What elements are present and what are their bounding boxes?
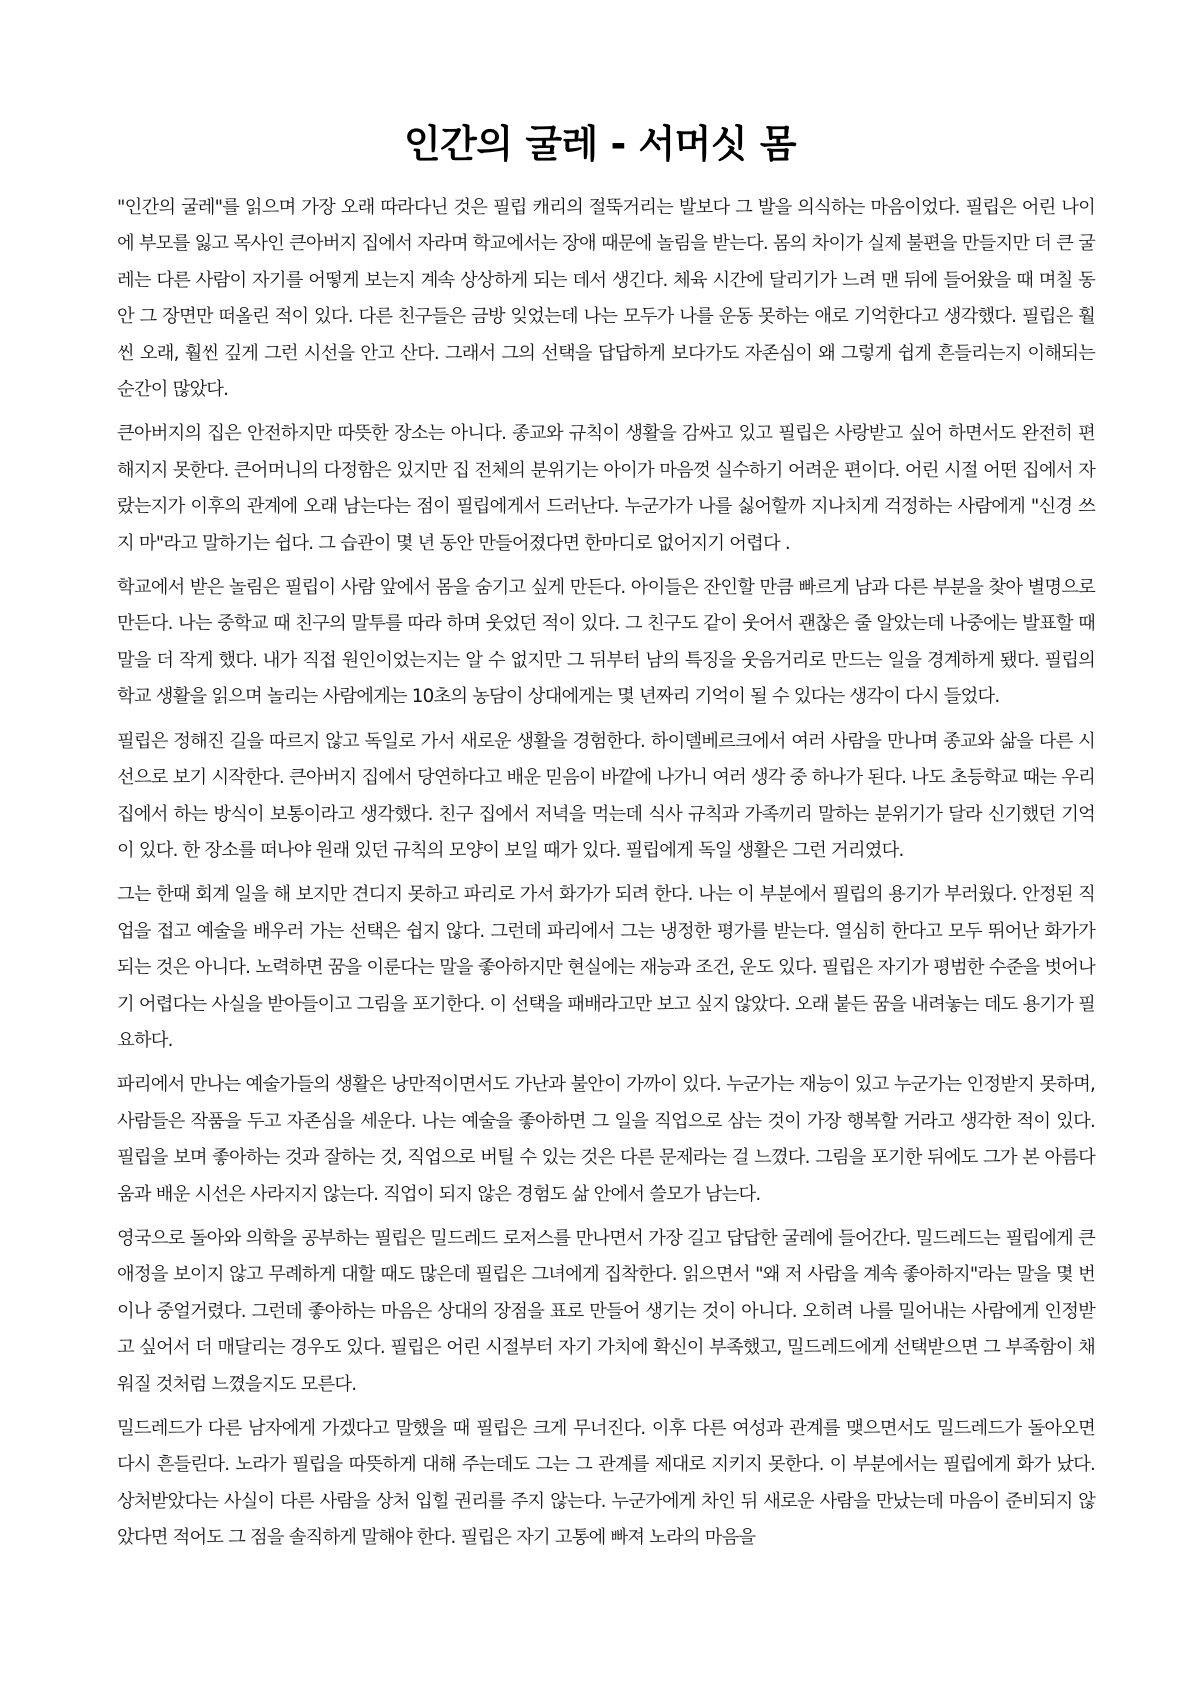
page-title: 인간의 굴레 - 서머싯 몸 [403, 122, 797, 166]
paragraph: 큰아버지의 집은 안전하지만 따뜻한 장소는 아니다. 종교와 규칙이 생활을 감싸고 있고 필립은 사랑받고 싶어 하면서도 완전히 편해지지 못한다. 큰어머니의 다정함은 있지만 집 전체의 분위기는 아이가 마음껏 실수하기 어려운 편이다. 어린 시절 어떤 집에서 자랐는지가 이후의 관계에 오래 남는다는 점이 필립에게서 드러난다. 누군가가 나를 싫어할까 지나치게 걱정하는 사람에게 "신경 쓰지 마"라고 말하기는 쉽다. 그 습관이 몇 년 동안 만들어졌다면 한마디로 없어지기 어렵다 . [117, 423, 1095, 554]
paragraph: 필립은 정해진 길을 따르지 않고 독일로 가서 새로운 생활을 경험한다. 하이델베르크에서 여러 사람을 만나며 종교와 삶을 다른 시선으로 보기 시작한다. 큰아버지 집에서 당연하다고 배운 믿음이 바깥에 나가니 여러 생각 중 하나가 된다. 나도 초등학교 때는 우리 집에서 하는 방식이 보통이라고 생각했다. 친구 집에서 저녁을 먹는데 식사 규칙과 가족끼리 말하는 분위기가 달라 신기했던 기억이 있다. 한 장소를 떠나야 원래 있던 규칙의 모양이 보일 때가 있다. 필립에게 독일 생활은 그런 거리였다. [117, 730, 1095, 861]
paragraph: 밀드레드가 다른 남자에게 가겠다고 말했을 때 필립은 크게 무너진다. 이후 다른 여성과 관계를 맺으면서도 밀드레드가 돌아오면 다시 흔들린다. 노라가 필립을 따뜻하게 대해 주는데도 그는 그 관계를 제대로 지키지 못한다. 이 부분에서는 필립에게 화가 났다. 상처받았다는 사실이 다른 사람을 상처 입힐 권리를 주지 않는다. 누군가에게 차인 뒤 새로운 사람을 만났는데 마음이 준비되지 않았다면 적어도 그 점을 솔직하게 말해야 한다. 필립은 자기 고통에 빠져 노라의 마음을 [117, 1418, 1095, 1549]
essay-body [117, 190, 1095, 1565]
paragraph: "인간의 굴레"를 읽으며 가장 오래 따라다닌 것은 필립 캐리의 절뚝거리는 발보다 그 발을 의식하는 마음이었다. 필립은 어린 나이에 부모를 잃고 목사인 큰아버지 집에서 자라며 학교에서는 장애 때문에 놀림을 받는다. 몸의 차이가 실제 불편을 만들지만 더 큰 굴레는 다른 사람이 자기를 어떻게 보는지 계속 상상하게 되는 데서 생긴다. 체육 시간에 달리기가 느려 맨 뒤에 들어왔을 때 며칠 동안 그 장면만 떠올린 적이 있다. 다른 친구들은 금방 잊었는데 나는 모두가 나를 운동 못하는 애로 기억한다고 생각했다. 필립은 훨씬 오래, 훨씬 깊게 그런 시선을 안고 산다. 그래서 그의 선택을 답답하게 보다가도 자존심이 왜 그렇게 쉽게 흔들리는지 이해되는 순간이 많았다. [117, 197, 1095, 401]
paragraph: 그는 한때 회계 일을 해 보지만 견디지 못하고 파리로 가서 화가가 되려 한다. 나는 이 부분에서 필립의 용기가 부러웠다. 안정된 직업을 접고 예술을 배우러 가는 선택은 쉽지 않다. 그런데 파리에서 그는 냉정한 평가를 받는다. 열심히 한다고 모두 뛰어난 화가가 되는 것은 아니다. 노력하면 꿈을 이룬다는 말을 좋아하지만 현실에는 재능과 조건, 운도 있다. 필립은 자기가 평범한 수준을 벗어나기 어렵다는 사실을 받아들이고 그림을 포기한다. 이 선택을 패배라고만 보고 싶지 않았다. 오래 붙든 꿈을 내려놓는 데도 용기가 필요하다. [117, 884, 1095, 1051]
paragraph: 영국으로 돌아와 의학을 공부하는 필립은 밀드레드 로저스를 만나면서 가장 길고 답답한 굴레에 들어간다. 밀드레드는 필립에게 큰 애정을 보이지 않고 무례하게 대할 때도 많은데 필립은 그녀에게 집착한다. 읽으면서 "왜 저 사람을 계속 좋아하지"라는 말을 몇 번이나 중얼거렸다. 그런데 좋아하는 마음은 상대의 장점을 표로 만들어 생기는 것이 아니다. 오히려 나를 밀어내는 사람에게 인정받고 싶어서 더 매달리는 경우도 있다. 필립은 어린 시절부터 자기 가치에 확신이 부족했고, 밀드레드에게 선택받으면 그 부족함이 채워질 것처럼 느꼈을지도 모른다. [117, 1227, 1095, 1395]
paragraph: 파리에서 만나는 예술가들의 생활은 낭만적이면서도 가난과 불안이 가까이 있다. 누군가는 재능이 있고 누군가는 인정받지 못하며, 사람들은 작품을 두고 자존심을 세운다. 나는 예술을 좋아하면 그 일을 직업으로 삼는 것이 가장 행복할 거라고 생각한 적이 있다. 필립을 보며 좋아하는 것과 잘하는 것, 직업으로 버틸 수 있는 것은 다른 문제라는 걸 느꼈다. 그림을 포기한 뒤에도 그가 본 아름다움과 배운 시선은 사라지지 않는다. 직업이 되지 않은 경험도 삶 안에서 쓸모가 남는다. [117, 1074, 1095, 1205]
paragraph: 학교에서 받은 놀림은 필립이 사람 앞에서 몸을 숨기고 싶게 만든다. 아이들은 잔인할 만큼 빠르게 남과 다른 부분을 찾아 별명으로 만든다. 나는 중학교 때 친구의 말투를 따라 하며 웃었던 적이 있다. 그 친구도 같이 웃어서 괜찮은 줄 알았는데 나중에는 발표할 때 말을 더 작게 했다. 내가 직접 원인이었는지는 알 수 없지만 그 뒤부터 남의 특징을 웃음거리로 만드는 일을 경계하게 됐다. 필립의 학교 생활을 읽으며 놀리는 사람에게는 10초의 농담이 상대에게는 몇 년짜리 기억이 될 수 있다는 생각이 다시 들었다. [117, 577, 1095, 708]
